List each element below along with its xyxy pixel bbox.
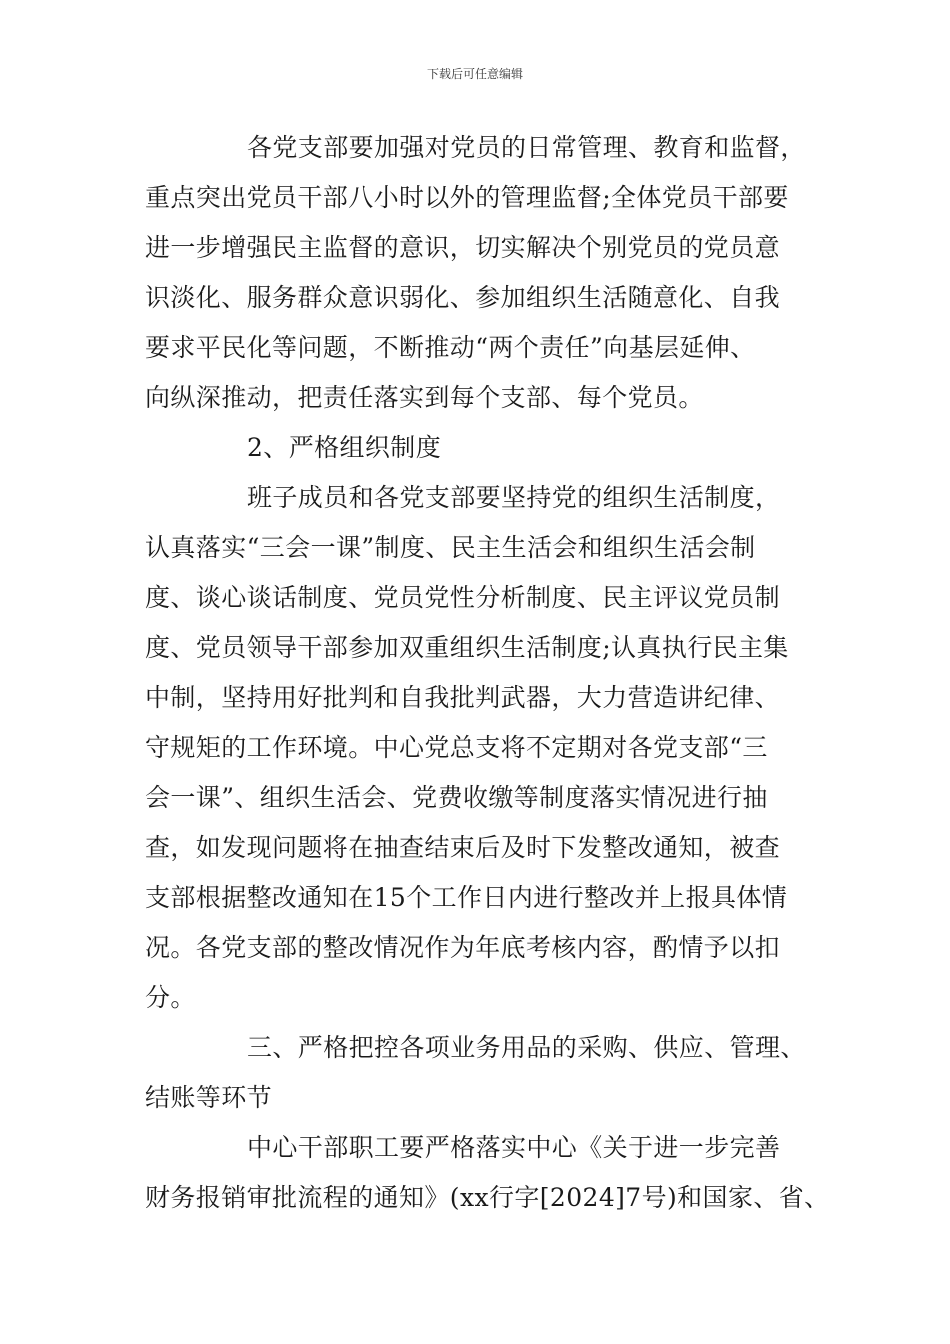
text-line: 识淡化、服务群众意识弱化、参加组织生活随意化、自我: [145, 283, 781, 312]
document-body: [145, 123, 830, 1223]
paragraph-party-branch-management: [145, 123, 825, 423]
text-line: 支部根据整改通知在15个工作日内进行整改并上报具体情: [145, 883, 788, 912]
text-line: 班子成员和各党支部要坚持党的组织生活制度，: [247, 483, 781, 512]
paragraph-organization-life: [145, 473, 825, 1023]
text-line: 中制，坚持用好批判和自我批判武器，大力营造讲纪律、: [145, 683, 781, 712]
heading-line: 三、严格把控各项业务用品的采购、供应、管理、: [247, 1033, 806, 1062]
heading-line: 2、严格组织制度: [247, 433, 442, 462]
heading-line: 结账等环节: [145, 1083, 273, 1112]
text-line: 要求平民化等问题，不断推动“两个责任”向基层延伸、: [145, 333, 756, 362]
text-line: 守规矩的工作环境。中心党总支将不定期对各党支部“三: [145, 733, 768, 762]
text-line: 查，如发现问题将在抽查结束后及时下发整改通知，被查: [145, 833, 781, 862]
text-line: 重点突出党员干部八小时以外的管理监督;全体党员干部要: [145, 183, 789, 212]
paragraph-financial-reimbursement: [145, 1123, 830, 1223]
text-line: 度、党员领导干部参加双重组织生活制度;认真执行民主集: [145, 633, 789, 662]
text-line: 分。: [145, 983, 196, 1012]
section-heading-organization-system: [145, 423, 825, 473]
text-line: 各党支部要加强对党员的日常管理、教育和监督，: [247, 133, 806, 162]
text-line: 向纵深推动，把责任落实到每个支部、每个党员。: [145, 383, 704, 412]
text-line: 会一课”、组织生活会、党费收缴等制度落实情况进行抽: [145, 783, 768, 812]
text-line: 财务报销审批流程的通知》(xx行字[2024]7号)和国家、省、: [145, 1183, 830, 1212]
text-line: 况。各党支部的整改情况作为年底考核内容，酌情予以扣: [145, 933, 781, 962]
text-line: 度、谈心谈话制度、党员党性分析制度、民主评议党员制: [145, 583, 781, 612]
text-line: 中心干部职工要严格落实中心《关于进一步完善: [247, 1133, 781, 1162]
text-line: 进一步增强民主监督的意识，切实解决个别党员的党员意: [145, 233, 781, 262]
section-heading-procurement: [145, 1023, 825, 1123]
page-header-note: 下载后可任意编辑: [426, 67, 523, 81]
text-line: 认真落实“三会一课”制度、民主生活会和组织生活会制: [145, 533, 756, 562]
